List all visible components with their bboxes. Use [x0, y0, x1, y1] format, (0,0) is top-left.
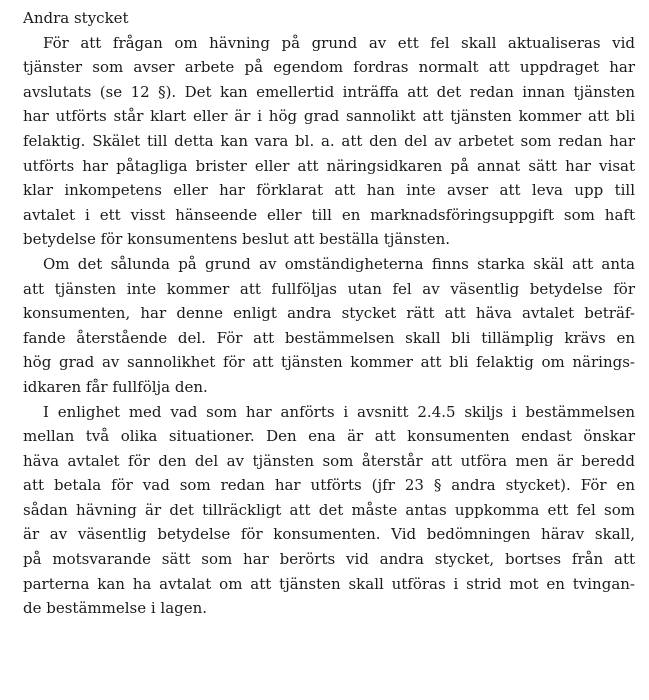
section-heading: Andra stycket	[23, 9, 129, 27]
paragraph-3	[23, 400, 635, 621]
text-line: de bestämmelse i lagen.	[23, 599, 208, 618]
text-line: idkaren får fullfölja den.	[23, 377, 208, 396]
text-line: mellan två olika situationer. Den ena är att konsumenten endast önskar	[23, 427, 635, 446]
text-line: häva avtalet för den del av tjänsten som återstår att utföra men är beredd	[23, 451, 635, 470]
text-line: För att frågan om hävning på grund av ett fel skall aktualiseras vid	[43, 33, 635, 52]
text-line: felaktig. Skälet till detta kan vara bl. a. att den del av arbetet som redan har	[23, 131, 635, 150]
text-line: utförts har påtagliga brister eller att näringsidkaren på annat sätt har visat	[23, 156, 635, 175]
document-page	[23, 6, 635, 621]
text-line: parterna kan ha avtalat om att tjänsten skall utföras i strid mot en tvingan-	[23, 574, 635, 593]
text-line: har utförts står klart eller är i hög grad sannolikt att tjänsten kommer att bli	[23, 107, 635, 126]
text-line: är av väsentlig betydelse för konsumenten. Vid bedömningen härav skall,	[23, 525, 635, 544]
paragraph-2	[23, 252, 635, 400]
text-line: fande återstående del. För att bestämmelsen skall bli tillämplig krävs en	[23, 328, 635, 347]
text-line: betydelse för konsumentens beslut att beställa tjänsten.	[23, 230, 451, 249]
text-line: sådan hävning är det tillräckligt att det måste antas uppkomma ett fel som	[23, 500, 635, 519]
text-line: hög grad av sannolikhet för att tjänsten kommer att bli felaktig om närings-	[23, 353, 635, 372]
text-line: tjänster som avser arbete på egendom fordras normalt att uppdraget har	[23, 58, 635, 77]
text-line: klar inkompetens eller har förklarat att han inte avser att leva upp till	[23, 181, 635, 200]
text-line: att tjänsten inte kommer att fullföljas utan fel av väsentlig betydelse för	[23, 279, 635, 298]
text-line: på motsvarande sätt som har berörts vid andra stycket, bortses från att	[23, 550, 635, 569]
text-line: att betala för vad som redan har utförts (jfr 23 § andra stycket). För en	[23, 476, 635, 495]
text-line: I enlighet med vad som har anförts i avsnitt 2.4.5 skiljs i bestämmelsen	[43, 402, 635, 421]
text-line: avtalet i ett visst hänseende eller till en marknadsföringsuppgift som haft	[23, 205, 635, 224]
body-text	[23, 31, 635, 621]
text-line: Om det sålunda på grund av omständigheterna finns starka skäl att anta	[43, 254, 635, 273]
paragraph-1	[23, 31, 635, 252]
text-line: avslutats (se 12 §). Det kan emellertid inträffa att det redan innan tjänsten	[23, 82, 635, 101]
text-line: konsumenten, har denne enligt andra stycket rätt att häva avtalet beträf-	[23, 304, 635, 323]
